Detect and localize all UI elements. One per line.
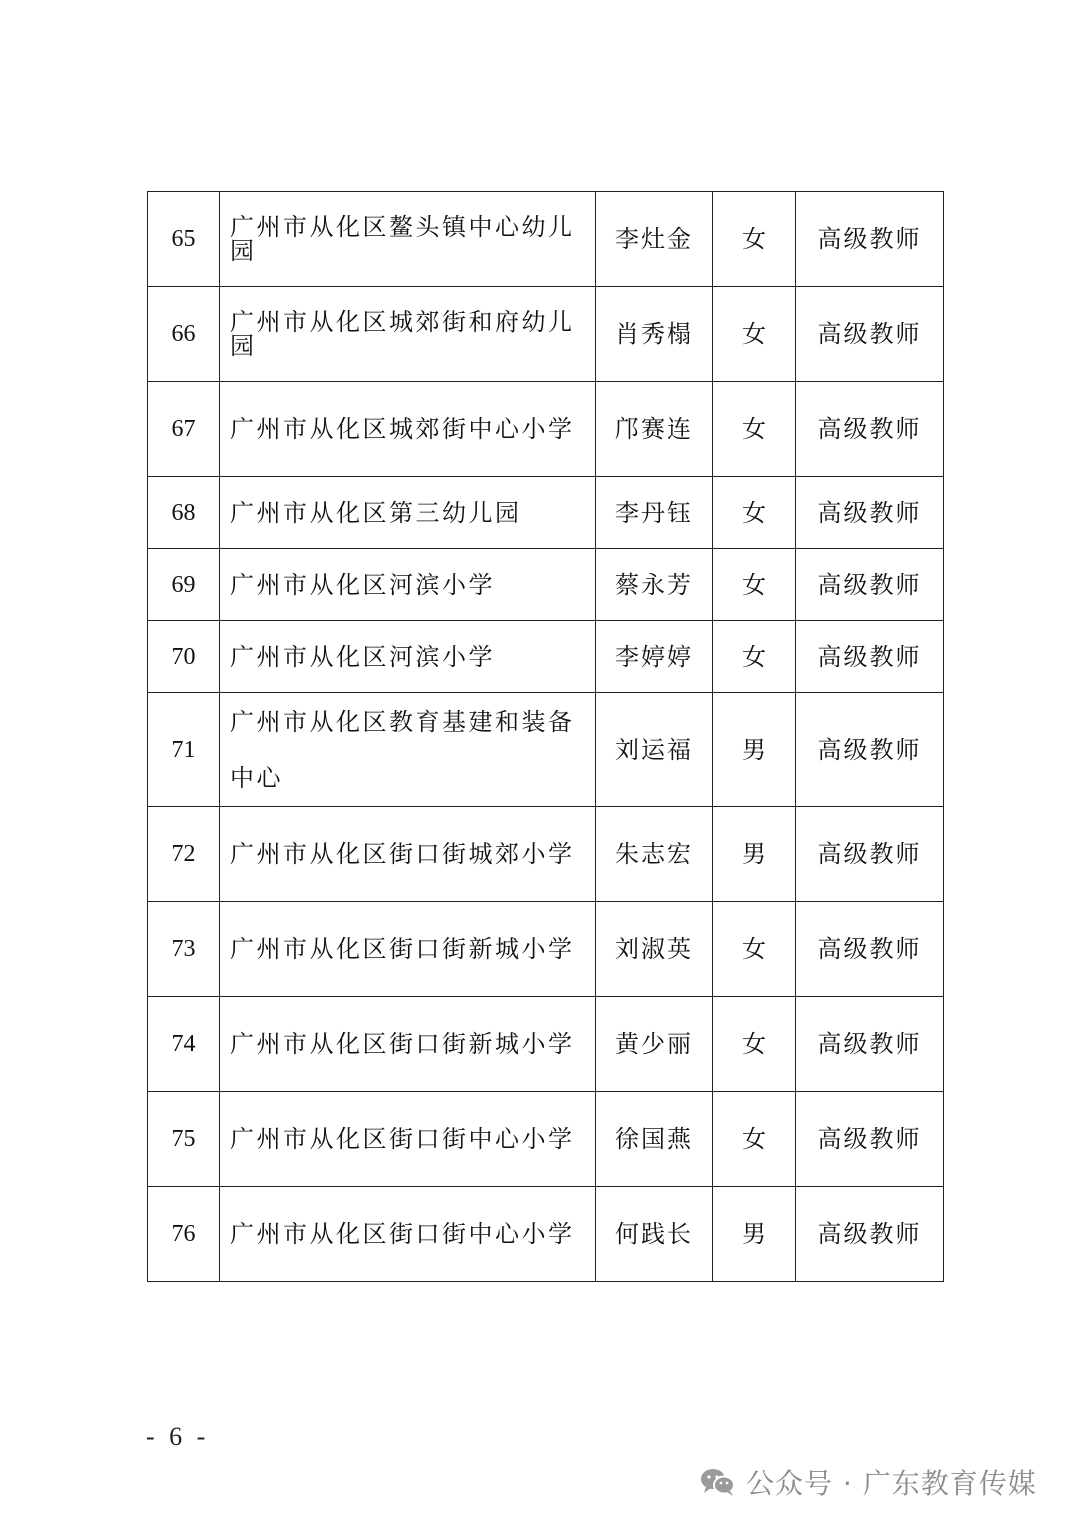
row-gender: 女 <box>713 621 796 693</box>
row-number: 71 <box>148 693 220 807</box>
row-unit: 广州市从化区第三幼儿园 <box>220 477 596 549</box>
wechat-icon <box>700 1467 736 1497</box>
row-name: 李丹钰 <box>596 477 713 549</box>
row-number: 76 <box>148 1187 220 1282</box>
row-title: 高级教师 <box>796 477 944 549</box>
table-row <box>148 382 944 477</box>
teacher-roster-table <box>147 191 944 1282</box>
row-number: 66 <box>148 287 220 382</box>
row-name: 何践长 <box>596 1187 713 1282</box>
row-title: 高级教师 <box>796 287 944 382</box>
table-row <box>148 1187 944 1282</box>
table-row <box>148 693 944 807</box>
row-title: 高级教师 <box>796 807 944 902</box>
row-title: 高级教师 <box>796 902 944 997</box>
row-gender: 女 <box>713 549 796 621</box>
row-name: 肖秀榻 <box>596 287 713 382</box>
row-unit: 广州市从化区河滨小学 <box>220 621 596 693</box>
row-title: 高级教师 <box>796 549 944 621</box>
row-name: 徐国燕 <box>596 1092 713 1187</box>
row-gender: 女 <box>713 997 796 1092</box>
row-gender: 男 <box>713 1187 796 1282</box>
row-name: 刘运福 <box>596 693 713 807</box>
row-title: 高级教师 <box>796 382 944 477</box>
row-title: 高级教师 <box>796 693 944 807</box>
row-number: 69 <box>148 549 220 621</box>
row-unit: 广州市从化区街口街新城小学 <box>220 902 596 997</box>
table-row <box>148 1092 944 1187</box>
row-number: 73 <box>148 902 220 997</box>
page-number: - 6 - <box>146 1422 210 1451</box>
row-gender: 女 <box>713 902 796 997</box>
row-unit: 广州市从化区城郊街和府幼儿园 <box>220 287 596 382</box>
row-title: 高级教师 <box>796 1092 944 1187</box>
row-number: 70 <box>148 621 220 693</box>
row-gender: 女 <box>713 382 796 477</box>
row-gender: 女 <box>713 192 796 287</box>
row-title: 高级教师 <box>796 1187 944 1282</box>
row-number: 65 <box>148 192 220 287</box>
row-name: 李灶金 <box>596 192 713 287</box>
row-number: 67 <box>148 382 220 477</box>
row-number: 72 <box>148 807 220 902</box>
watermark-text: 公众号 · 广东教育传媒 <box>746 1467 1037 1500</box>
table-row <box>148 902 944 997</box>
row-title: 高级教师 <box>796 621 944 693</box>
table-row <box>148 807 944 902</box>
row-title: 高级教师 <box>796 997 944 1092</box>
row-name: 黄少丽 <box>596 997 713 1092</box>
row-number: 75 <box>148 1092 220 1187</box>
row-unit: 广州市从化区街口街中心小学 <box>220 1187 596 1282</box>
table-row <box>148 287 944 382</box>
table-row <box>148 997 944 1092</box>
row-gender: 女 <box>713 477 796 549</box>
row-name: 蔡永芳 <box>596 549 713 621</box>
table-row <box>148 477 944 549</box>
table-row <box>148 621 944 693</box>
row-unit: 广州市从化区城郊街中心小学 <box>220 382 596 477</box>
row-unit: 广州市从化区街口街中心小学 <box>220 1092 596 1187</box>
row-name: 朱志宏 <box>596 807 713 902</box>
row-gender: 女 <box>713 1092 796 1187</box>
row-name: 刘淑英 <box>596 902 713 997</box>
row-gender: 女 <box>713 287 796 382</box>
row-title: 高级教师 <box>796 192 944 287</box>
row-unit: 广州市从化区河滨小学 <box>220 549 596 621</box>
row-unit: 广州市从化区鳌头镇中心幼儿园 <box>220 192 596 287</box>
watermark <box>700 1462 1037 1502</box>
table-row <box>148 192 944 287</box>
row-gender: 男 <box>713 693 796 807</box>
row-name: 李婷婷 <box>596 621 713 693</box>
row-unit: 广州市从化区街口街城郊小学 <box>220 807 596 902</box>
row-unit: 广州市从化区教育基建和装备中心 <box>220 693 596 807</box>
row-name: 邝赛连 <box>596 382 713 477</box>
table-row <box>148 549 944 621</box>
row-gender: 男 <box>713 807 796 902</box>
row-number: 68 <box>148 477 220 549</box>
row-unit: 广州市从化区街口街新城小学 <box>220 997 596 1092</box>
row-number: 74 <box>148 997 220 1092</box>
